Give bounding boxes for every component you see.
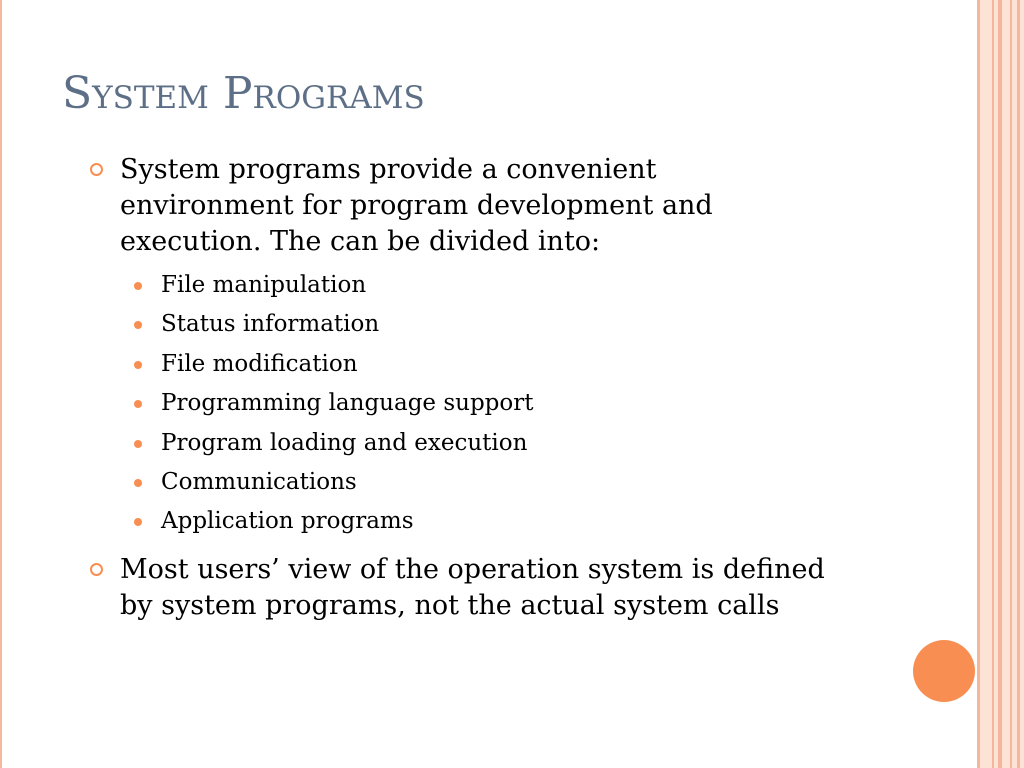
sub-bullet-text: File manipulation: [161, 272, 367, 298]
slide-title: System Programs: [62, 68, 425, 119]
sub-bullet-item: [90, 266, 830, 305]
dot-bullet-icon: [134, 321, 142, 329]
decorative-stripe: [998, 0, 1002, 768]
ring-bullet-icon: [90, 563, 103, 576]
decorative-stripe: [992, 0, 994, 768]
sub-bullet-text: Status information: [161, 311, 380, 338]
slide-body: [90, 152, 830, 630]
sub-bullet-text: Programming language support: [161, 390, 534, 417]
decorative-stripe: [977, 0, 980, 768]
dot-bullet-icon: [134, 479, 142, 487]
bullet-text: Most users’ view of the operation system is defined by system programs, not the actual system calls: [120, 553, 825, 621]
sub-bullet-list: [90, 266, 830, 542]
sub-bullet-item: [90, 384, 830, 423]
decorative-circle: [913, 640, 975, 702]
bullet-text: System programs provide a convenient environment for program development and execution. The can be divided into:: [120, 154, 713, 257]
decorative-stripe: [1010, 0, 1012, 768]
ring-bullet-icon: [90, 163, 103, 176]
dot-bullet-icon: [134, 440, 142, 448]
bullet-item: [90, 152, 830, 260]
sub-bullet-text: File modification: [161, 350, 358, 377]
dot-bullet-icon: [134, 361, 142, 369]
sub-bullet-item: [90, 305, 830, 344]
bullet-item: [90, 552, 830, 624]
sub-bullet-text: Program loading and execution: [161, 429, 528, 456]
sub-bullet-item: [90, 502, 830, 541]
sub-bullet-text: Application programs: [161, 508, 414, 535]
left-border-line: [0, 0, 2, 768]
sub-bullet-item: [90, 345, 830, 384]
sub-bullet-item: [90, 463, 830, 502]
sub-bullet-text: Communications: [161, 469, 357, 496]
decorative-stripe: [1017, 0, 1020, 768]
dot-bullet-icon: [134, 518, 142, 526]
sub-bullet-item: [90, 424, 830, 463]
dot-bullet-icon: [134, 282, 142, 290]
dot-bullet-icon: [134, 400, 142, 408]
